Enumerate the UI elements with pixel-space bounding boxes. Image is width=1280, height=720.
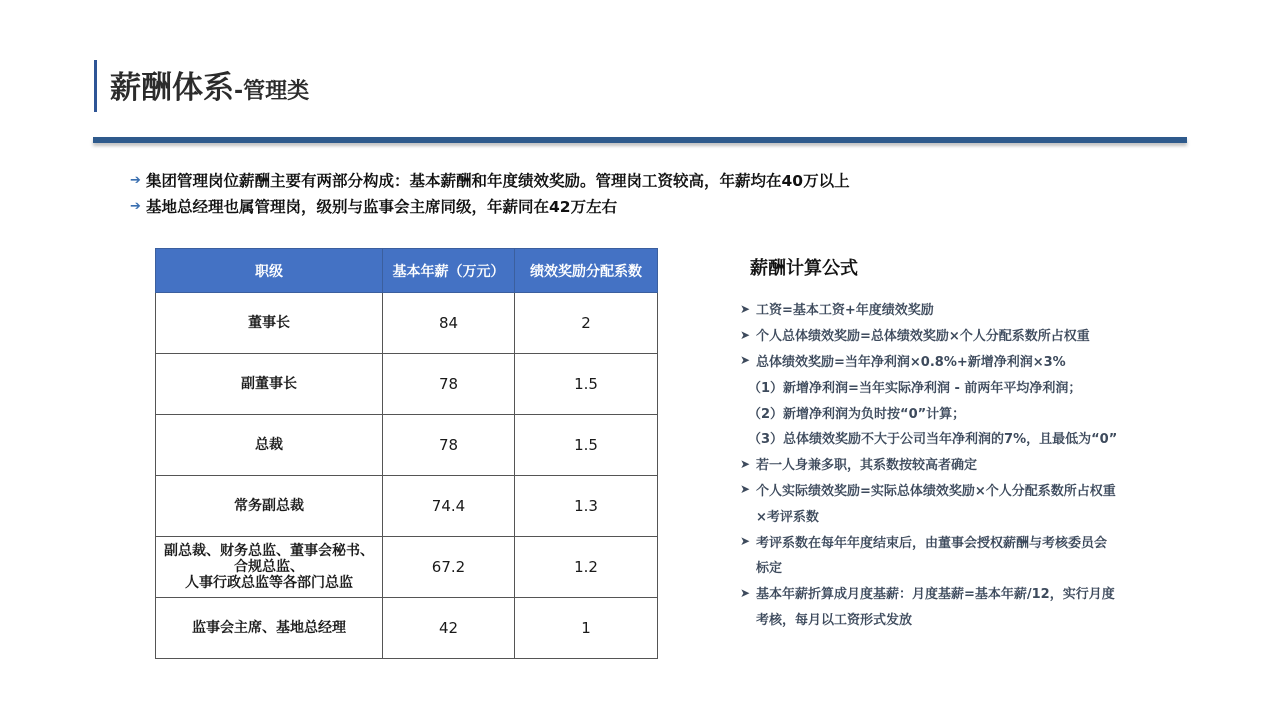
intro-bullet-text: 基地总经理也属管理岗，级别与监事会主席同级，年薪同在42万左右 [146,198,618,216]
formula-subitem [740,425,1160,451]
title-accent-bar [94,60,97,112]
salary-table [155,248,658,659]
formula-item [740,477,1160,503]
table-row [156,537,658,598]
cell-position: 副董事长 [156,354,383,415]
intro-bullet-text: 集团管理岗位薪酬主要有两部分构成：基本薪酬和年度绩效奖励。管理岗工资较高，年薪均在40万以上 [146,172,850,190]
cell-salary: 42 [383,598,515,659]
formula-list [740,296,1160,631]
cell-coefficient: 1.5 [515,415,658,476]
formula-item [740,296,1160,322]
table-row [156,354,658,415]
formula-item [740,528,1160,554]
formula-text: 基本年薪折算成月度基薪：月度基薪=基本年薪/12，实行月度 [756,587,1115,603]
formula-text: （3）总体绩效奖励不大于公司当年净利润的7%，且最低为“0” [748,432,1118,448]
chevron-right-icon: ➤ [740,456,751,471]
table-header-row [156,249,658,293]
formula-title: 薪酬计算公式 [750,258,858,279]
intro-bullets [130,167,850,219]
cell-position-line: 人事行政总监等各部门总监 [185,575,353,591]
formula-subitem [740,399,1160,425]
page-title [110,62,309,106]
formula-subitem [740,373,1160,399]
formula-text: 若一人身兼多职，其系数按较高者确定 [756,458,978,474]
arrow-right-icon: ➔ [130,172,141,188]
formula-item [740,580,1160,606]
cell-position-line: 副总裁、财务总监、董事会秘书、 [164,543,374,559]
chevron-right-icon: ➤ [740,482,751,497]
formula-text: （1）新增净利润=当年实际净利润 - 前两年平均净利润； [748,380,1082,396]
cell-coefficient: 1 [515,598,658,659]
cell-position: 监事会主席、基地总经理 [156,598,383,659]
formula-text: 考核，每月以工资形式发放 [756,612,913,628]
intro-bullet [130,167,850,193]
cell-salary: 74.4 [383,476,515,537]
cell-position: 常务副总裁 [156,476,383,537]
formula-continuation [740,554,1160,580]
cell-salary: 84 [383,293,515,354]
header-divider [93,137,1187,143]
cell-coefficient: 1.3 [515,476,658,537]
formula-text: 考评系数在每年年度结束后，由董事会授权薪酬与考核委员会 [756,535,1108,551]
formula-continuation [740,502,1160,528]
formula-item [740,322,1160,348]
cell-coefficient: 1.2 [515,537,658,598]
table-row [156,598,658,659]
cell-position-line: 合规总监、 [234,559,304,575]
formula-text: 工资=基本工资+年度绩效奖励 [756,303,934,319]
formula-continuation [740,606,1160,632]
page-title-main: 薪酬体系 [110,70,234,106]
chevron-right-icon: ➤ [740,534,751,549]
cell-position: 总裁 [156,415,383,476]
table-row [156,476,658,537]
formula-text: （2）新增净利润为负时按“0”计算； [748,406,966,422]
column-header-grade: 职级 [156,249,383,293]
table-row [156,293,658,354]
formula-text: 个人总体绩效奖励=总体绩效奖励×个人分配系数所占权重 [756,329,1090,345]
cell-position [156,537,383,598]
formula-text: 个人实际绩效奖励=实际总体绩效奖励×个人分配系数所占权重 [756,483,1116,499]
cell-salary: 78 [383,354,515,415]
cell-salary: 78 [383,415,515,476]
intro-bullet [130,193,850,219]
cell-coefficient: 2 [515,293,658,354]
column-header-salary: 基本年薪（万元） [383,249,515,293]
cell-position: 董事长 [156,293,383,354]
arrow-right-icon: ➔ [130,198,141,214]
formula-text: ×考评系数 [756,509,819,525]
chevron-right-icon: ➤ [740,585,751,600]
formula-text: 标定 [756,561,783,577]
cell-salary: 67.2 [383,537,515,598]
column-header-coefficient: 绩效奖励分配系数 [515,249,658,293]
page-title-sub: -管理类 [234,79,310,104]
formula-text: 总体绩效奖励=当年净利润×0.8%+新增净利润×3% [756,354,1066,370]
cell-coefficient: 1.5 [515,354,658,415]
formula-item [740,451,1160,477]
chevron-right-icon: ➤ [740,353,751,368]
formula-item [740,348,1160,374]
table-row [156,415,658,476]
chevron-right-icon: ➤ [740,301,751,316]
chevron-right-icon: ➤ [740,327,751,342]
